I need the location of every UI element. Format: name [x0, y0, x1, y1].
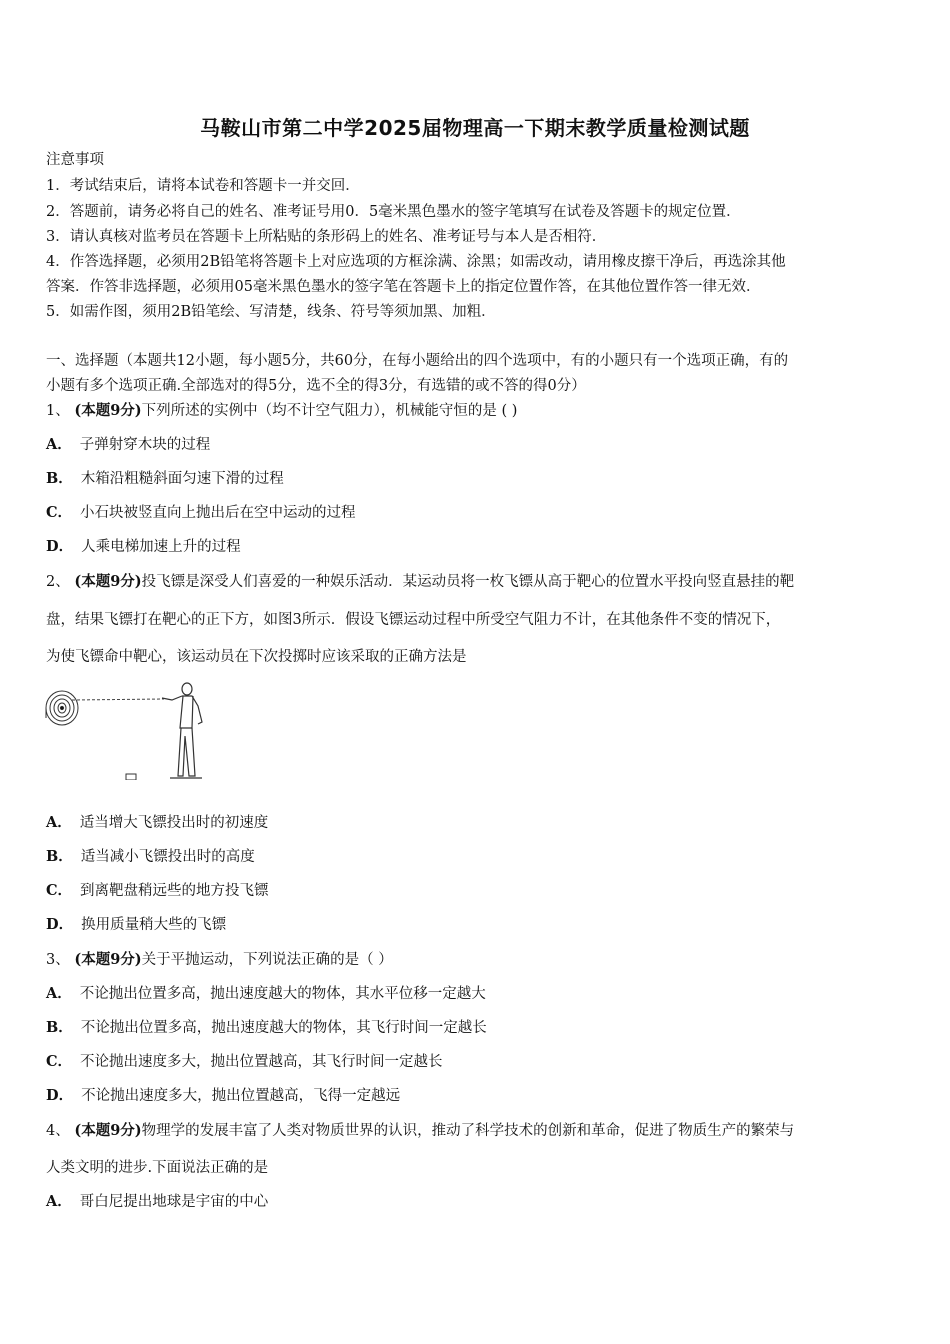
option-text: 不论抛出速度多大，抛出位置越高，其飞行时间一定越长 [80, 1054, 443, 1070]
question-4-stem [46, 1121, 916, 1141]
option-letter: A． [46, 436, 72, 453]
question-3-stem [46, 950, 916, 970]
option-d [46, 1086, 916, 1106]
option-letter: B． [46, 1019, 73, 1036]
question-score: (本题9分) [74, 402, 142, 419]
option-text: 哥白尼提出地球是宇宙的中心 [79, 1194, 269, 1210]
question-text: 为使飞镖命中靶心，该运动员在下次投掷时应该采取的正确方法是 [46, 649, 467, 665]
notice-item: 4．作答选择题，必须用2B铅笔将答题卡上对应选项的方框涂满、涂黑；如需改动，请用橡皮擦干净后，再选涂其他 [46, 254, 786, 270]
option-text: 到离靶盘稍远些的地方投飞镖 [80, 883, 269, 899]
notice-item: 5．如需作图，须用2B铅笔绘、写清楚，线条、符号等须加黑、加粗． [46, 304, 496, 320]
option-letter: C． [46, 882, 73, 899]
option-letter: D． [46, 538, 74, 555]
option-text: 不论抛出位置多高，抛出速度越大的物体，其水平位移一定越大 [79, 986, 486, 1002]
option-a [46, 435, 916, 455]
question-number: 2、 [46, 574, 70, 590]
question-number: 1、 [46, 403, 70, 419]
option-b [46, 847, 916, 867]
option-letter: B． [46, 848, 73, 865]
option-a [46, 984, 916, 1004]
notice-item: 3．请认真核对监考员在答题卡上所粘贴的条形码上的姓名、准考证号与本人是否相符． [46, 229, 607, 245]
option-text: 不论抛出位置多高，抛出速度越大的物体，其飞行时间一定越长 [80, 1020, 487, 1036]
option-letter: A． [46, 985, 72, 1002]
option-letter: C． [46, 504, 73, 521]
option-a [46, 1192, 916, 1212]
question-number: 4、 [46, 1123, 70, 1139]
exam-title: 马鞍山市第二中学2025届物理高一下期末教学质量检测试题 [200, 116, 750, 140]
question-text: 物理学的发展丰富了人类对物质世界的认识，推动了科学技术的创新和革命，促进了物质生产的繁荣与 [141, 1123, 795, 1139]
option-text: 小石块被竖直向上抛出后在空中运动的过程 [80, 505, 356, 521]
question-number: 3、 [46, 952, 70, 968]
option-letter: D． [46, 916, 74, 933]
dart-throwing-figure [42, 678, 212, 780]
question-2-stem [46, 572, 916, 592]
option-letter: B． [46, 470, 73, 487]
option-c [46, 881, 916, 901]
notice-heading: 注意事项 [46, 152, 104, 168]
option-text: 子弹射穿木块的过程 [79, 437, 211, 453]
notice-item: 2．答题前，请务必将自己的姓名、准考证号用0．5毫米黑色墨水的签字笔填写在试卷及答题卡的规定位置． [46, 204, 741, 220]
dart-trajectory-line [72, 699, 164, 700]
option-text: 不论抛出速度多大，抛出位置越高，飞得一定越远 [81, 1088, 401, 1104]
section-instructions: 一、选择题（本题共12小题，每小题5分，共60分，在每小题给出的四个选项中，有的小题只有一个选项正确，有的 [46, 353, 789, 369]
option-b [46, 469, 916, 489]
notice-item: 答案．作答非选择题，必须用05毫米黑色墨水的签字笔在答题卡上的指定位置作答，在其他位置作答一律无效． [46, 279, 761, 295]
question-text: 人类文明的进步.下面说法正确的是 [46, 1160, 269, 1176]
option-letter: A． [46, 814, 72, 831]
option-text: 换用质量稍大些的飞镖 [81, 917, 227, 933]
notice-item: 1．考试结束后，请将本试卷和答题卡一并交回． [46, 178, 360, 194]
dartboard-icon [46, 691, 78, 725]
question-1-stem [46, 401, 916, 421]
option-d [46, 537, 916, 557]
option-letter: C． [46, 1053, 73, 1070]
question-score: (本题9分) [74, 951, 142, 968]
option-text: 适当增大飞镖投出时的初速度 [79, 815, 269, 831]
question-text: 下列所述的实例中（均不计空气阻力），机械能守恒的是 ( ) [141, 403, 518, 419]
question-text: 盘，结果飞镖打在靶心的正下方，如图3所示．假设飞镖运动过程中所受空气阻力不计，在其他条件不变的情况下， [46, 612, 781, 628]
option-text: 适当减小飞镖投出时的高度 [80, 849, 255, 865]
option-text: 木箱沿粗糙斜面匀速下滑的过程 [80, 471, 284, 487]
option-b [46, 1018, 916, 1038]
question-score: (本题9分) [74, 1122, 142, 1139]
option-d [46, 915, 916, 935]
option-letter: D． [46, 1087, 74, 1104]
option-letter: A． [46, 1193, 72, 1210]
question-score: (本题9分) [74, 573, 142, 590]
option-text: 人乘电梯加速上升的过程 [81, 539, 241, 555]
option-c [46, 1052, 916, 1072]
question-text: 关于平抛运动，下列说法正确的是（ ） [141, 952, 393, 968]
option-c [46, 503, 916, 523]
thrower-figure-icon [162, 683, 202, 778]
figure-marker-box [126, 774, 136, 780]
question-text: 投飞镖是深受人们喜爱的一种娱乐活动．某运动员将一枚飞镖从高于靶心的位置水平投向竖直悬挂的靶 [141, 574, 795, 590]
option-a [46, 813, 916, 833]
section-instructions: 小题有多个选项正确.全部选对的得5分，选不全的得3分，有选错的或不答的得0分） [46, 378, 586, 394]
